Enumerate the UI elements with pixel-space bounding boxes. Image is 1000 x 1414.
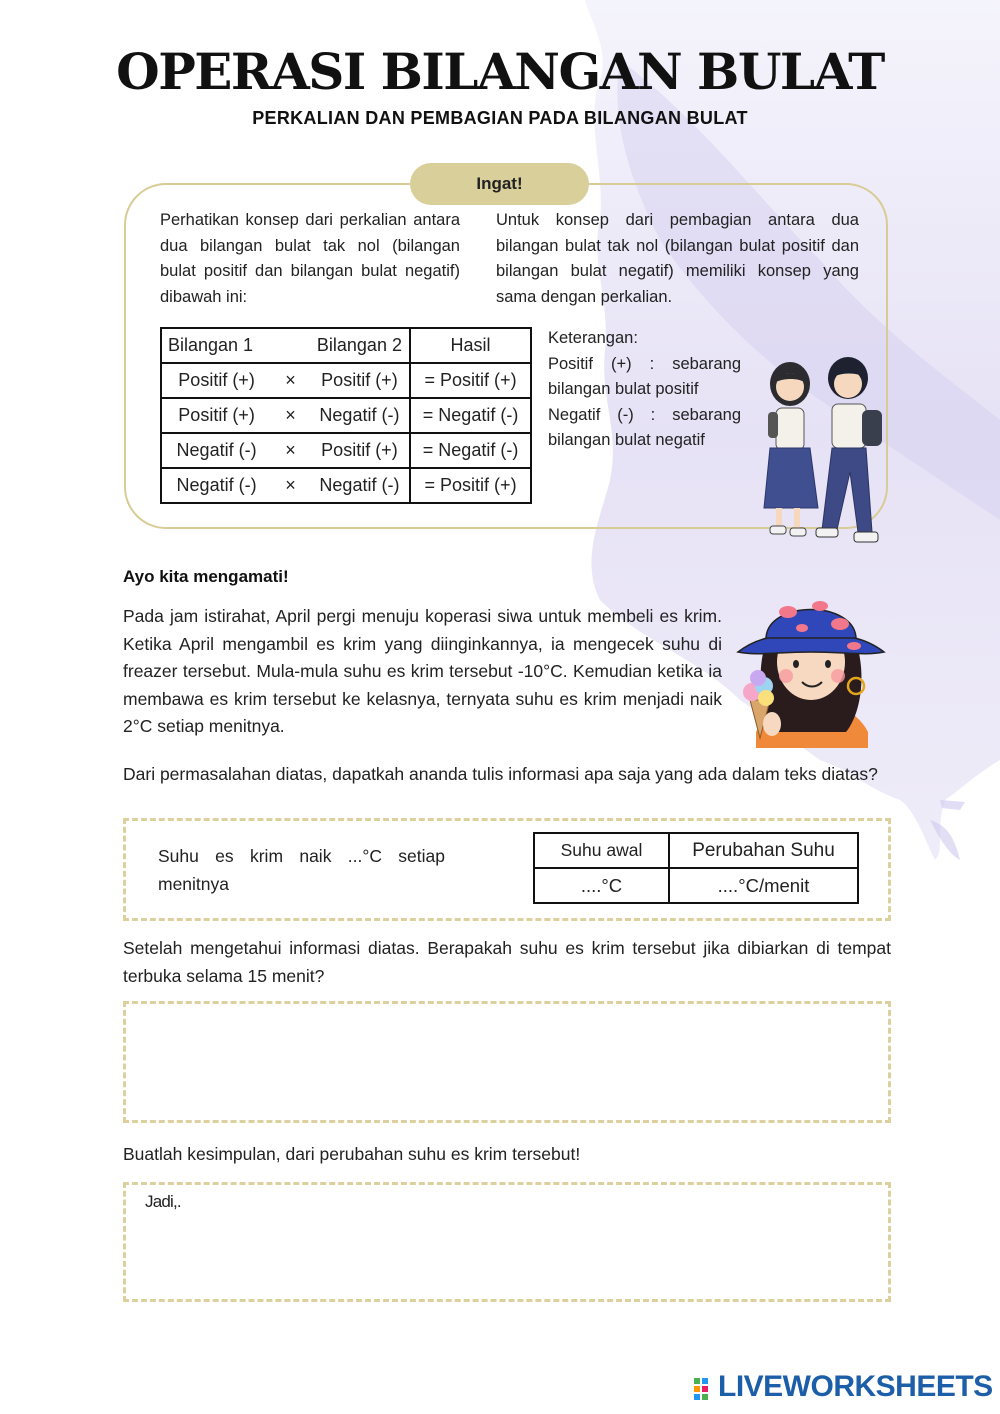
table-row bbox=[534, 868, 858, 903]
header-cell: Bilangan 2 bbox=[310, 328, 410, 363]
conclusion-answer-box[interactable] bbox=[123, 1182, 891, 1302]
reminder-badge: Ingat! bbox=[410, 163, 589, 205]
temperature-change-blank[interactable]: ....°C/menit bbox=[669, 868, 858, 903]
table-cell: Negatif (-) bbox=[310, 398, 410, 433]
header-cell: Bilangan 1 bbox=[161, 328, 271, 363]
question-2: Setelah mengetahui informasi diatas. Berapakah suhu es krim tersebut jika dibiarkan di tempat terbuka selama 15 menit? bbox=[123, 938, 891, 986]
times-sign: × bbox=[271, 398, 310, 433]
times-sign: × bbox=[271, 468, 310, 503]
table-cell: Negatif (-) bbox=[161, 468, 271, 503]
table-row bbox=[161, 363, 531, 398]
header-cell: Suhu awal bbox=[534, 833, 669, 868]
section-heading: Ayo kita mengamati! bbox=[123, 567, 289, 586]
table-header-row bbox=[161, 328, 531, 363]
legend-positive: Positif (+) : sebarang bilangan bulat positif bbox=[548, 354, 741, 398]
legend-label: Keterangan: bbox=[548, 329, 638, 347]
sign-rules-table bbox=[160, 327, 532, 504]
multiplication-concept-text: Perhatikan konsep dari perkalian antara dua bilangan bulat tak nol (bilangan bulat positif dan bilangan bulat negatif) dibawah ini: bbox=[160, 211, 460, 306]
times-sign: × bbox=[271, 363, 310, 398]
table-cell: Positif (+) bbox=[310, 363, 410, 398]
legend-negative: Negatif (-) : sebarang bilangan bulat negatif bbox=[548, 405, 741, 449]
header-cell: Perubahan Suhu bbox=[669, 833, 858, 868]
table-header-row bbox=[534, 833, 858, 868]
story-text: Pada jam istirahat, April pergi menuju koperasi siwa untuk membeli es krim. Ketika April mengambil es krim yang diinginkannya, ia mengecek suhu di freazer tersebut. Mula-mula suhu es krim tersebut -10°C. Kemudian ketika ia membawa es krim tersebut ke kelasnya, ternyata suhu es krim menjadi naik 2°C setiap menitnya. bbox=[123, 606, 722, 736]
table-cell: Positif (+) bbox=[161, 398, 271, 433]
answer-box-15-minutes[interactable] bbox=[123, 1001, 891, 1123]
page-title: OPERASI BILANGAN BULAT bbox=[116, 42, 884, 101]
table-cell: Positif (+) bbox=[161, 363, 271, 398]
table-row bbox=[161, 433, 531, 468]
initial-temperature-blank[interactable]: ....°C bbox=[534, 868, 669, 903]
temperature-info-text: Suhu es krim naik ...°C setiap menitnya bbox=[158, 846, 445, 894]
liveworksheets-brand[interactable]: LIVEWORKSHEETS bbox=[718, 1370, 993, 1403]
table-cell: = Negatif (-) bbox=[410, 398, 531, 433]
table-cell: = Positif (+) bbox=[410, 468, 531, 503]
table-cell: = Positif (+) bbox=[410, 363, 531, 398]
question-1: Dari permasalahan diatas, dapatkah ananda tulis informasi apa saja yang ada dalam teks diatas? bbox=[123, 764, 878, 784]
table-cell: Negatif (-) bbox=[161, 433, 271, 468]
liveworksheets-logo-icon bbox=[694, 1378, 716, 1400]
conclusion-prefix: Jadi,. bbox=[145, 1192, 181, 1211]
division-concept-text: Untuk konsep dari pembagian antara dua bilangan bulat tak nol (bilangan bulat positif dan bilangan bulat negatif) memiliki konsep yang sama dengan perkalian. bbox=[496, 211, 859, 306]
times-sign: × bbox=[271, 433, 310, 468]
header-cell: Hasil bbox=[410, 328, 531, 363]
girl-ice-cream-illustration bbox=[736, 582, 886, 748]
legend-text bbox=[548, 326, 741, 454]
table-cell: Negatif (-) bbox=[310, 468, 410, 503]
table-cell: Positif (+) bbox=[310, 433, 410, 468]
students-walking-illustration bbox=[748, 352, 890, 548]
temperature-answer-table bbox=[533, 832, 859, 904]
table-row bbox=[161, 468, 531, 503]
question-3: Buatlah kesimpulan, dari perubahan suhu es krim tersebut! bbox=[123, 1144, 581, 1164]
table-row bbox=[161, 398, 531, 433]
table-cell: = Negatif (-) bbox=[410, 433, 531, 468]
page-subtitle: PERKALIAN DAN PEMBAGIAN PADA BILANGAN BULAT bbox=[252, 108, 748, 128]
